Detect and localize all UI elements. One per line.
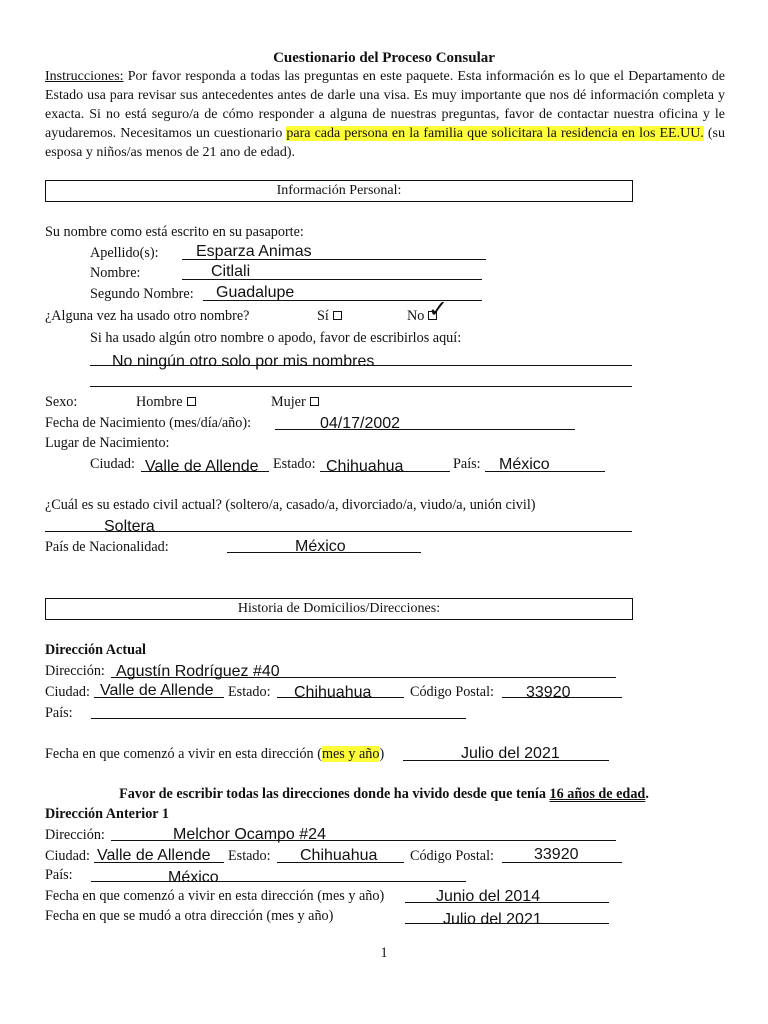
prev1-zip-label: Código Postal:	[410, 848, 494, 864]
nationality-field[interactable]: México	[295, 538, 346, 555]
current-city-field[interactable]: Valle de Allende	[100, 682, 214, 699]
current-address-heading: Dirección Actual	[45, 642, 147, 658]
current-address-field[interactable]: Agustín Rodríguez #40	[116, 663, 280, 680]
birth-city-field[interactable]: Valle de Allende	[145, 458, 259, 475]
current-since-label-end: )	[379, 746, 385, 762]
prev1-moved-label: Fecha en que se mudó a otra dirección (mes y año)	[45, 908, 334, 924]
current-country-label: País:	[45, 705, 73, 721]
other-name-question: ¿Alguna vez ha usado otro nombre?	[45, 308, 250, 324]
prev1-zip-field[interactable]: 33920	[534, 846, 579, 863]
birthplace-label: Lugar de Nacimiento:	[45, 435, 170, 451]
current-country-line	[91, 718, 466, 719]
other-name-line-2	[90, 386, 632, 387]
page-title: Cuestionario del Proceso Consular	[273, 50, 495, 66]
note-end: .	[645, 786, 649, 802]
previous-addresses-note	[0, 785, 768, 803]
prev1-country-line	[91, 881, 466, 882]
current-city-label: Ciudad:	[45, 684, 90, 700]
name-label: Nombre:	[90, 265, 141, 281]
instructions-highlight: para cada persona en la familia que solicitara la residencia en los EE.UU.	[286, 126, 704, 141]
dob-label: Fecha de Nacimiento (mes/día/año):	[45, 415, 252, 431]
middle-name-field[interactable]: Guadalupe	[216, 284, 295, 301]
passport-name-label: Su nombre como está escrito en su pasaporte:	[45, 224, 304, 240]
prev1-address-field[interactable]: Melchor Ocampo #24	[173, 826, 326, 843]
civil-status-question: ¿Cuál es su estado civil actual? (soltero/a, casado/a, divorciado/a, viudo/a, unión civil)	[45, 497, 536, 513]
nationality-label: País de Nacionalidad:	[45, 539, 169, 555]
prev1-city-label: Ciudad:	[45, 848, 90, 864]
checkmark-icon: ✓	[428, 296, 449, 323]
yes-checkbox[interactable]	[333, 311, 342, 320]
section-header-addresses: Historia de Domicilios/Direcciones:	[45, 598, 633, 620]
name-field[interactable]: Citlali	[211, 263, 251, 280]
prev1-country-label: País:	[45, 867, 73, 883]
yes-option[interactable]	[317, 307, 342, 325]
female-label: Mujer	[271, 394, 306, 410]
current-address-label: Dirección:	[45, 663, 105, 679]
current-since-label-start: Fecha en que comenzó a vivir en esta dirección (	[45, 746, 322, 762]
no-label: No	[407, 308, 425, 324]
prev1-state-field[interactable]: Chihuahua	[300, 847, 378, 864]
female-option[interactable]	[271, 393, 319, 411]
page-number: 1	[380, 945, 388, 961]
prev1-state-label: Estado:	[228, 848, 271, 864]
prev1-moved-field[interactable]: Julio del 2021	[443, 911, 542, 928]
surname-field[interactable]: Esparza Animas	[196, 243, 312, 260]
male-label: Hombre	[136, 394, 183, 410]
other-name-instructions: Si ha usado algún otro nombre o apodo, favor de escribirlos aquí:	[90, 330, 462, 346]
middle-name-label: Segundo Nombre:	[90, 286, 194, 302]
male-checkbox[interactable]	[187, 397, 196, 406]
note-text: Favor de escribir todas las direcciones donde ha vivido desde que tenía	[119, 786, 550, 802]
instructions-paragraph	[45, 67, 725, 162]
current-since-label	[45, 745, 384, 763]
current-state-field[interactable]: Chihuahua	[294, 684, 372, 701]
note-underlined: 16 años de edad	[549, 786, 646, 802]
instructions-text-end: (su esposa y niños/as menos de 21 ano de edad).	[45, 126, 725, 160]
instructions-text: Por favor responda a todas las preguntas en este paquete. Esta información es lo que el Departamento de Estado usa para revisar sus antecedentes antes de darle una visa. Es muy importante que nos dé información completa y exacta. Si no está seguro/a de cómo responder a alguna de nuestras preguntas, favor de contactar nuestra oficina y le ayudaremos. Necesitamos un cuestionario	[45, 69, 725, 141]
other-name-field[interactable]: No ningún otro solo por mis nombres	[112, 353, 375, 370]
birth-country-label: País:	[453, 456, 481, 472]
prev1-since-field[interactable]: Junio del 2014	[436, 888, 541, 905]
prev1-country-field[interactable]: México	[168, 869, 219, 886]
birth-country-field[interactable]: México	[499, 456, 550, 473]
prev1-address-label: Dirección:	[45, 827, 105, 843]
prev1-city-field[interactable]: Valle de Allende	[97, 847, 211, 864]
civil-status-field[interactable]: Soltera	[104, 518, 155, 535]
birth-state-label: Estado:	[273, 456, 316, 472]
birth-city-label: Ciudad:	[90, 456, 135, 472]
previous-address-1-heading: Dirección Anterior 1	[45, 806, 169, 822]
yes-label: Sí	[317, 308, 329, 324]
surname-label: Apellido(s):	[90, 245, 159, 261]
male-option[interactable]	[136, 393, 196, 411]
instructions-label: Instrucciones:	[45, 69, 124, 84]
female-checkbox[interactable]	[310, 397, 319, 406]
sex-label: Sexo:	[45, 394, 78, 410]
prev1-since-label: Fecha en que comenzó a vivir en esta dirección (mes y año)	[45, 888, 385, 904]
current-zip-field[interactable]: 33920	[526, 684, 571, 701]
birth-state-field[interactable]: Chihuahua	[326, 458, 404, 475]
dob-field[interactable]: 04/17/2002	[320, 415, 401, 432]
current-since-field[interactable]: Julio del 2021	[461, 745, 560, 762]
section-header-personal: Información Personal:	[45, 180, 633, 202]
current-state-label: Estado:	[228, 684, 271, 700]
current-since-label-highlight: mes y año	[321, 746, 380, 762]
current-zip-label: Código Postal:	[410, 684, 494, 700]
